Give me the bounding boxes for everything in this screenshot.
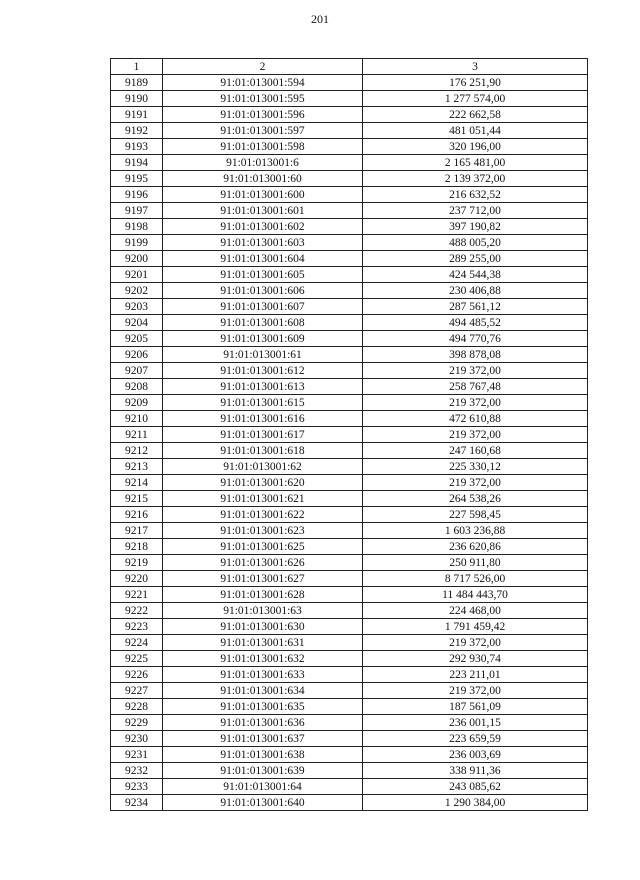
table-row — [111, 187, 588, 203]
table-row — [111, 587, 588, 603]
value-cell: 216 632,52 — [363, 187, 588, 203]
cadastral-number-cell: 91:01:013001:598 — [163, 139, 363, 155]
table-row — [111, 411, 588, 427]
cadastral-number-cell: 91:01:013001:630 — [163, 619, 363, 635]
table-row — [111, 347, 588, 363]
table-row — [111, 139, 588, 155]
value-cell: 258 767,48 — [363, 379, 588, 395]
row-number-cell: 9217 — [111, 523, 163, 539]
cadastral-number-cell: 91:01:013001:63 — [163, 603, 363, 619]
cadastral-number-cell: 91:01:013001:597 — [163, 123, 363, 139]
cadastral-number-cell: 91:01:013001:62 — [163, 459, 363, 475]
row-number-cell: 9197 — [111, 203, 163, 219]
row-number-cell: 9207 — [111, 363, 163, 379]
row-number-cell: 9225 — [111, 651, 163, 667]
table-row — [111, 203, 588, 219]
row-number-cell: 9209 — [111, 395, 163, 411]
cadastral-number-cell: 91:01:013001:64 — [163, 779, 363, 795]
row-number-cell: 9212 — [111, 443, 163, 459]
row-number-cell: 9191 — [111, 107, 163, 123]
cadastral-number-cell: 91:01:013001:626 — [163, 555, 363, 571]
table-row — [111, 731, 588, 747]
row-number-cell: 9199 — [111, 235, 163, 251]
value-cell: 243 085,62 — [363, 779, 588, 795]
value-cell: 481 051,44 — [363, 123, 588, 139]
table-row — [111, 795, 588, 811]
value-cell: 1 791 459,42 — [363, 619, 588, 635]
cadastral-number-cell: 91:01:013001:617 — [163, 427, 363, 443]
row-number-cell: 9213 — [111, 459, 163, 475]
cadastral-number-cell: 91:01:013001:613 — [163, 379, 363, 395]
row-number-cell: 9208 — [111, 379, 163, 395]
cadastral-value-table — [110, 58, 588, 811]
table-row — [111, 571, 588, 587]
row-number-cell: 9194 — [111, 155, 163, 171]
table-header-row — [111, 59, 588, 75]
value-cell: 219 372,00 — [363, 363, 588, 379]
cadastral-number-cell: 91:01:013001:609 — [163, 331, 363, 347]
row-number-cell: 9226 — [111, 667, 163, 683]
cadastral-number-cell: 91:01:013001:608 — [163, 315, 363, 331]
table-row — [111, 171, 588, 187]
table-row — [111, 779, 588, 795]
table-row — [111, 379, 588, 395]
row-number-cell: 9203 — [111, 299, 163, 315]
value-cell: 222 662,58 — [363, 107, 588, 123]
cadastral-number-cell: 91:01:013001:631 — [163, 635, 363, 651]
table-row — [111, 491, 588, 507]
table-row — [111, 251, 588, 267]
row-number-cell: 9216 — [111, 507, 163, 523]
table-row — [111, 75, 588, 91]
cadastral-number-cell: 91:01:013001:634 — [163, 683, 363, 699]
value-cell: 398 878,08 — [363, 347, 588, 363]
value-cell: 230 406,88 — [363, 283, 588, 299]
value-cell: 219 372,00 — [363, 427, 588, 443]
value-cell: 287 561,12 — [363, 299, 588, 315]
cadastral-number-cell: 91:01:013001:620 — [163, 475, 363, 491]
table-row — [111, 555, 588, 571]
row-number-cell: 9219 — [111, 555, 163, 571]
row-number-cell: 9196 — [111, 187, 163, 203]
row-number-cell: 9218 — [111, 539, 163, 555]
row-number-cell: 9229 — [111, 715, 163, 731]
cadastral-number-cell: 91:01:013001:628 — [163, 587, 363, 603]
column-header-number: 1 — [111, 59, 163, 75]
table-row — [111, 155, 588, 171]
cadastral-number-cell: 91:01:013001:605 — [163, 267, 363, 283]
row-number-cell: 9233 — [111, 779, 163, 795]
table-row — [111, 267, 588, 283]
row-number-cell: 9220 — [111, 571, 163, 587]
table-row — [111, 107, 588, 123]
cadastral-number-cell: 91:01:013001:594 — [163, 75, 363, 91]
row-number-cell: 9210 — [111, 411, 163, 427]
value-cell: 247 160,68 — [363, 443, 588, 459]
table-row — [111, 635, 588, 651]
cadastral-number-cell: 91:01:013001:60 — [163, 171, 363, 187]
column-header-value: 3 — [363, 59, 588, 75]
cadastral-number-cell: 91:01:013001:635 — [163, 699, 363, 715]
cadastral-number-cell: 91:01:013001:618 — [163, 443, 363, 459]
row-number-cell: 9221 — [111, 587, 163, 603]
value-cell: 11 484 443,70 — [363, 587, 588, 603]
cadastral-number-cell: 91:01:013001:640 — [163, 795, 363, 811]
table-row — [111, 315, 588, 331]
cadastral-number-cell: 91:01:013001:637 — [163, 731, 363, 747]
cadastral-number-cell: 91:01:013001:627 — [163, 571, 363, 587]
value-cell: 187 561,09 — [363, 699, 588, 715]
table-row — [111, 283, 588, 299]
cadastral-number-cell: 91:01:013001:616 — [163, 411, 363, 427]
value-cell: 1 603 236,88 — [363, 523, 588, 539]
value-cell: 237 712,00 — [363, 203, 588, 219]
column-header-cadastral-number: 2 — [163, 59, 363, 75]
table-row — [111, 459, 588, 475]
cadastral-number-cell: 91:01:013001:639 — [163, 763, 363, 779]
value-cell: 2 165 481,00 — [363, 155, 588, 171]
cadastral-number-cell: 91:01:013001:596 — [163, 107, 363, 123]
row-number-cell: 9202 — [111, 283, 163, 299]
value-cell: 219 372,00 — [363, 635, 588, 651]
row-number-cell: 9223 — [111, 619, 163, 635]
value-cell: 424 544,38 — [363, 267, 588, 283]
row-number-cell: 9200 — [111, 251, 163, 267]
table-row — [111, 331, 588, 347]
value-cell: 338 911,36 — [363, 763, 588, 779]
row-number-cell: 9230 — [111, 731, 163, 747]
table-row — [111, 235, 588, 251]
cadastral-number-cell: 91:01:013001:615 — [163, 395, 363, 411]
row-number-cell: 9201 — [111, 267, 163, 283]
value-cell: 494 485,52 — [363, 315, 588, 331]
row-number-cell: 9192 — [111, 123, 163, 139]
cadastral-number-cell: 91:01:013001:600 — [163, 187, 363, 203]
row-number-cell: 9189 — [111, 75, 163, 91]
table-row — [111, 299, 588, 315]
row-number-cell: 9214 — [111, 475, 163, 491]
value-cell: 236 620,86 — [363, 539, 588, 555]
row-number-cell: 9224 — [111, 635, 163, 651]
table-row — [111, 475, 588, 491]
row-number-cell: 9195 — [111, 171, 163, 187]
value-cell: 289 255,00 — [363, 251, 588, 267]
row-number-cell: 9231 — [111, 747, 163, 763]
value-cell: 176 251,90 — [363, 75, 588, 91]
table-row — [111, 683, 588, 699]
value-cell: 219 372,00 — [363, 395, 588, 411]
cadastral-number-cell: 91:01:013001:603 — [163, 235, 363, 251]
row-number-cell: 9227 — [111, 683, 163, 699]
row-number-cell: 9206 — [111, 347, 163, 363]
table-row — [111, 507, 588, 523]
page-number: 201 — [311, 12, 329, 26]
row-number-cell: 9228 — [111, 699, 163, 715]
cadastral-number-cell: 91:01:013001:623 — [163, 523, 363, 539]
row-number-cell: 9232 — [111, 763, 163, 779]
row-number-cell: 9222 — [111, 603, 163, 619]
row-number-cell: 9234 — [111, 795, 163, 811]
value-cell: 1 290 384,00 — [363, 795, 588, 811]
value-cell: 397 190,82 — [363, 219, 588, 235]
table-row — [111, 715, 588, 731]
table-row — [111, 699, 588, 715]
value-cell: 494 770,76 — [363, 331, 588, 347]
value-cell: 225 330,12 — [363, 459, 588, 475]
table-row — [111, 667, 588, 683]
value-cell: 227 598,45 — [363, 507, 588, 523]
row-number-cell: 9198 — [111, 219, 163, 235]
value-cell: 223 211,01 — [363, 667, 588, 683]
cadastral-number-cell: 91:01:013001:625 — [163, 539, 363, 555]
value-cell: 224 468,00 — [363, 603, 588, 619]
cadastral-number-cell: 91:01:013001:606 — [163, 283, 363, 299]
value-cell: 2 139 372,00 — [363, 171, 588, 187]
value-cell: 488 005,20 — [363, 235, 588, 251]
value-cell: 250 911,80 — [363, 555, 588, 571]
row-number-cell: 9193 — [111, 139, 163, 155]
table-row — [111, 91, 588, 107]
row-number-cell: 9205 — [111, 331, 163, 347]
table-row — [111, 427, 588, 443]
row-number-cell: 9211 — [111, 427, 163, 443]
value-cell: 472 610,88 — [363, 411, 588, 427]
cadastral-number-cell: 91:01:013001:612 — [163, 363, 363, 379]
value-cell: 292 930,74 — [363, 651, 588, 667]
value-cell: 8 717 526,00 — [363, 571, 588, 587]
value-cell: 320 196,00 — [363, 139, 588, 155]
cadastral-number-cell: 91:01:013001:638 — [163, 747, 363, 763]
value-cell: 264 538,26 — [363, 491, 588, 507]
cadastral-number-cell: 91:01:013001:633 — [163, 667, 363, 683]
table-row — [111, 123, 588, 139]
value-cell: 219 372,00 — [363, 475, 588, 491]
row-number-cell: 9215 — [111, 491, 163, 507]
table-row — [111, 763, 588, 779]
value-cell: 223 659,59 — [363, 731, 588, 747]
table-row — [111, 523, 588, 539]
value-cell: 219 372,00 — [363, 683, 588, 699]
value-cell: 1 277 574,00 — [363, 91, 588, 107]
row-number-cell: 9204 — [111, 315, 163, 331]
cadastral-number-cell: 91:01:013001:621 — [163, 491, 363, 507]
cadastral-number-cell: 91:01:013001:595 — [163, 91, 363, 107]
table-row — [111, 395, 588, 411]
value-cell: 236 001,15 — [363, 715, 588, 731]
cadastral-number-cell: 91:01:013001:632 — [163, 651, 363, 667]
cadastral-number-cell: 91:01:013001:636 — [163, 715, 363, 731]
table-body — [111, 75, 588, 811]
table-row — [111, 443, 588, 459]
table-row — [111, 539, 588, 555]
table-row — [111, 747, 588, 763]
cadastral-number-cell: 91:01:013001:6 — [163, 155, 363, 171]
row-number-cell: 9190 — [111, 91, 163, 107]
cadastral-number-cell: 91:01:013001:607 — [163, 299, 363, 315]
cadastral-number-cell: 91:01:013001:622 — [163, 507, 363, 523]
table-row — [111, 219, 588, 235]
cadastral-number-cell: 91:01:013001:61 — [163, 347, 363, 363]
table-row — [111, 619, 588, 635]
table-row — [111, 603, 588, 619]
cadastral-number-cell: 91:01:013001:604 — [163, 251, 363, 267]
cadastral-number-cell: 91:01:013001:602 — [163, 219, 363, 235]
table-row — [111, 651, 588, 667]
value-cell: 236 003,69 — [363, 747, 588, 763]
table-row — [111, 363, 588, 379]
cadastral-number-cell: 91:01:013001:601 — [163, 203, 363, 219]
